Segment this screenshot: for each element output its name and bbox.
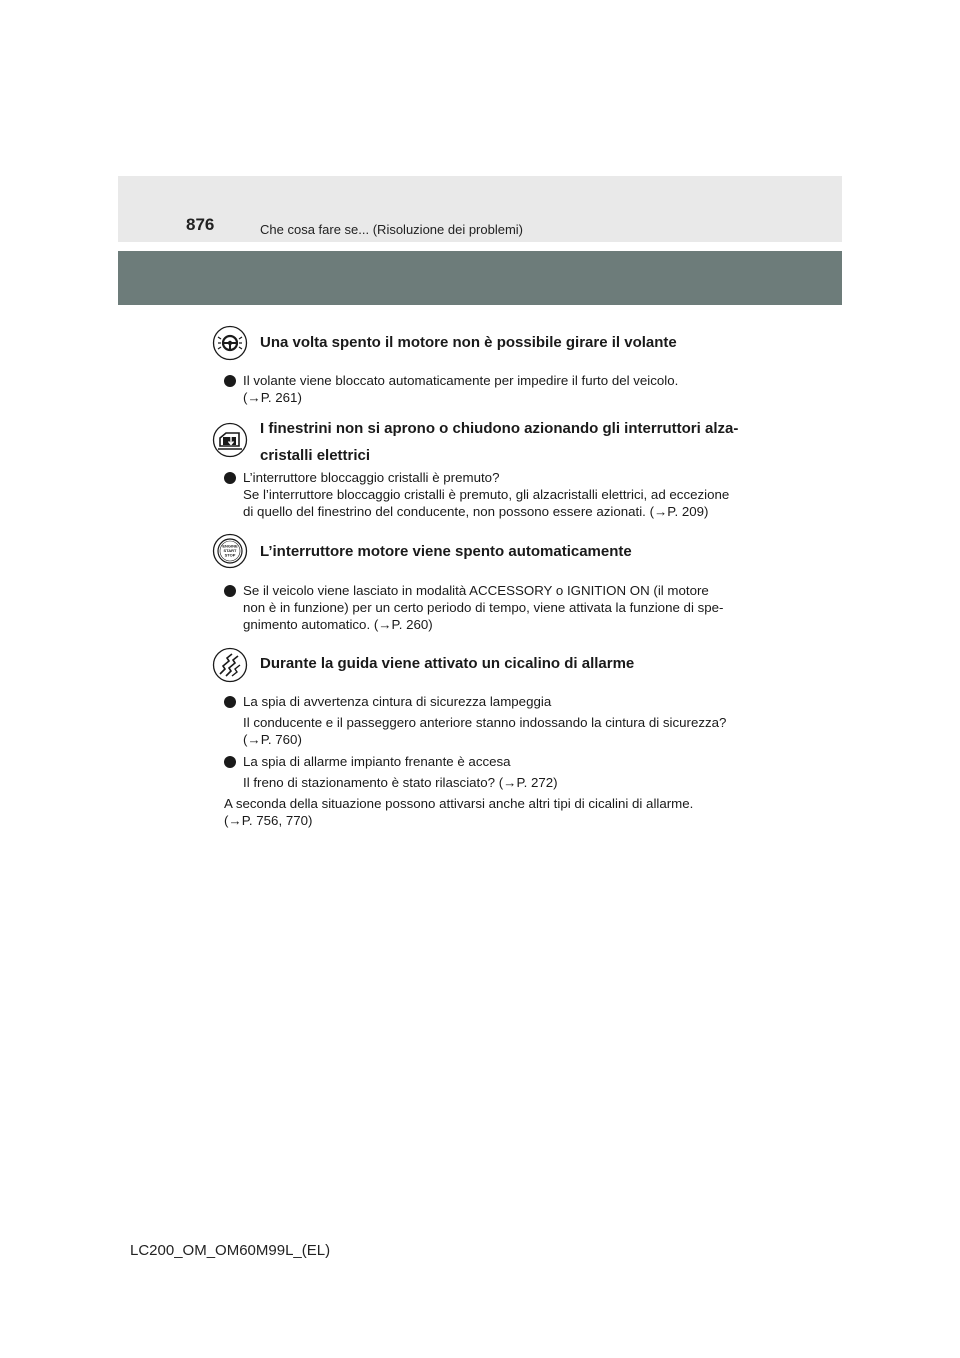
section-heading-steering: Una volta spento il motore non è possibile girare il volante (260, 334, 677, 351)
bullet-text: La spia di allarme impianto frenante è accesa (243, 754, 511, 769)
body-text: (→P. 760) (243, 732, 302, 747)
engine-start-stop-icon (212, 533, 248, 569)
bullet-marker (224, 756, 236, 768)
header-bar (118, 251, 842, 305)
document-code: LC200_OM_OM60M99L_(EL) (130, 1242, 331, 1259)
icon-text: STOP (224, 552, 236, 558)
body-text: di quello del finestrino del conducente, non possono essere azionati. (→P. 209) (243, 504, 709, 519)
body-text: Se il veicolo viene lasciato in modalità ACCESSORY o IGNITION ON (il motore (243, 583, 709, 598)
bullet-text: La spia di avvertenza cintura di sicurezza lampeggia (243, 694, 552, 709)
window-lock-icon (212, 422, 248, 458)
section-title: Che cosa fare se... (Risoluzione dei problemi) (260, 222, 524, 237)
locked-steering-wheel-icon (212, 325, 248, 361)
body-text: Il conducente e il passeggero anteriore stanno indossando la cintura di sicurezza? (243, 715, 727, 730)
bullet-marker (224, 375, 236, 387)
page-reference: (→P. 261) (243, 390, 302, 405)
body-text: Se l’interruttore bloccaggio cristalli è premuto, gli alzacristalli elettrici, ad eccezione (243, 487, 730, 502)
warning-buzzer-icon (212, 647, 248, 683)
body-text: Il freno di stazionamento è stato rilasciato? (→P. 272) (243, 775, 558, 790)
note-text: A seconda della situazione possono attivarsi anche altri tipi di cicalini di allarme. (224, 796, 694, 811)
section-heading-windows (260, 418, 760, 467)
bullet-marker (224, 472, 236, 484)
heading-line: I finestrini non si aprono o chiudono azionando gli interruttori alza- (260, 420, 739, 437)
section-heading-engine: L’interruttore motore viene spento automaticamente (260, 543, 632, 560)
bullet-marker (224, 585, 236, 597)
bullet-text: Il volante viene bloccato automaticamente per impedire il furto del veicolo. (243, 373, 679, 388)
body-text: gnimento automatico. (→P. 260) (243, 617, 433, 632)
icon-text: ENGINE (222, 543, 238, 549)
bullet-marker (224, 696, 236, 708)
body-text: non è in funzione) per un certo periodo di tempo, viene attivata la funzione di spe- (243, 600, 724, 615)
icon-text: START (223, 548, 237, 553)
section-heading-buzzer: Durante la guida viene attivato un cicalino di allarme (260, 655, 635, 672)
page-number: 876 (186, 215, 215, 234)
heading-line: cristalli elettrici (260, 447, 371, 464)
note-text: (→P. 756, 770) (224, 813, 313, 828)
bullet-text: L’interruttore bloccaggio cristalli è premuto? (243, 470, 500, 485)
